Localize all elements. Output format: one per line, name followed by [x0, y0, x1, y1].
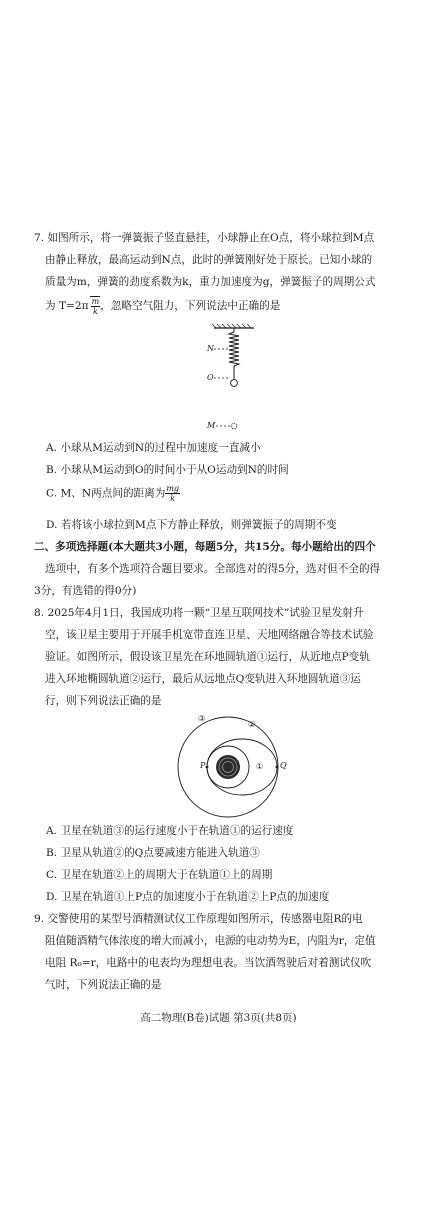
q7-label-O: O	[207, 373, 214, 382]
q7-option-c-text: C. M、N两点间的距离为	[46, 487, 166, 500]
q8-label-P: P	[200, 761, 206, 770]
section-2-header-line-3: 3分，有选错的得0分)	[34, 585, 137, 597]
q7-label-M: M	[207, 421, 216, 430]
section-2-header-line-1: 二、多项选择题(本大题共3小题，每题5分，共15分。每小题给出的四个	[34, 541, 376, 553]
q8-stem-line-2: 空，该卫星主要用于开展手机宽带直连卫星、天地网络融合等技术试验	[45, 629, 374, 641]
q7-option-c-denominator: k	[170, 494, 176, 503]
q8-stem-line-4: 进入环地椭圆轨道②运行，最后从远地点Q变轨进入环地圆轨道③运	[45, 673, 361, 685]
q7-label-N: N	[207, 344, 214, 353]
q7-stem-line-4	[45, 296, 280, 316]
q8-label-orbit-2: ②	[248, 720, 256, 729]
q7-option-c	[46, 484, 180, 503]
q7-stem-line-2: 由静止释放，最高运动到N点，此时的弹簧刚好处于原长。已知小球的	[45, 254, 373, 266]
q9-stem-line-4: 气时，下列说法正确的是	[45, 979, 162, 991]
q8-stem-line-3: 验证。如图所示，假设该卫星先在环地圆轨道①运行，从近地点P变轨	[45, 651, 370, 663]
q7-period-formula: 为 T=2π	[45, 300, 89, 312]
q7-stem-line-1: 7. 如图所示，将一弹簧振子竖直悬挂，小球静止在O点，将小球拉到M点	[34, 232, 375, 244]
section-2-header-line-2: 选项中，有多个选项符合题目要求。全部选对的得5分，选对但不全的得	[45, 563, 381, 575]
page-footer: 高二物理(B卷)试题 第3页(共8页)	[140, 1012, 297, 1024]
q8-stem-line-5: 行，则下列说法正确的是	[45, 695, 162, 707]
q9-stem-line-2: 阻值随酒精气体浓度的增大而减小，电源的电动势为E，内阻为r，定值	[45, 935, 376, 947]
q7-option-a: A. 小球从M运动到N的过程中加速度一直减小	[46, 442, 261, 454]
q8-option-d: D. 卫星在轨道①上P点的加速度小于在轨道②上P点的加速度	[46, 891, 330, 903]
q8-stem-line-1: 8. 2025年4月1日，我国成功将一颗“卫星互联网技术”试验卫星发射升	[34, 607, 364, 619]
q8-option-a: A. 卫星在轨道③的运行速度小于在轨道①的运行速度	[46, 825, 294, 837]
q7-option-c-numerator: mg	[166, 484, 180, 493]
q8-label-orbit-1: ①	[256, 762, 264, 771]
q9-stem-line-1: 9. 交警使用的某型号酒精测试仪工作原理如图所示，传感器电阻R的电	[34, 913, 363, 925]
q9-stem-line-3: 电阻 R₀=r，电路中的电表均为理想电表。当饮酒驾驶后对着测试仪吹	[45, 957, 372, 969]
q7-stem-tail: ，忽略空气阻力，下列说法中正确的是	[100, 300, 281, 312]
q8-label-orbit-3: ③	[198, 714, 206, 723]
q7-option-b: B. 小球从M运动到O的时间小于从O运动到N的时间	[46, 464, 289, 476]
q7-formula-m: m	[91, 297, 100, 306]
q7-stem-line-3: 质量为m，弹簧的劲度系数为k，重力加速度为g，弹簧振子的周期公式	[45, 276, 376, 288]
q7-sqrt-sign	[90, 296, 101, 316]
q7-option-d: D. 若将该小球拉到M点下方静止释放，则弹簧振子的周期不变	[46, 519, 337, 531]
q8-label-Q: Q	[280, 761, 287, 770]
q8-option-c: C. 卫星在轨道②上的周期大于在轨道①上的周期	[46, 869, 273, 881]
q8-option-b: B. 卫星从轨道②的Q点要减速方能进入轨道③	[46, 847, 260, 859]
q7-formula-k: k	[92, 307, 98, 316]
